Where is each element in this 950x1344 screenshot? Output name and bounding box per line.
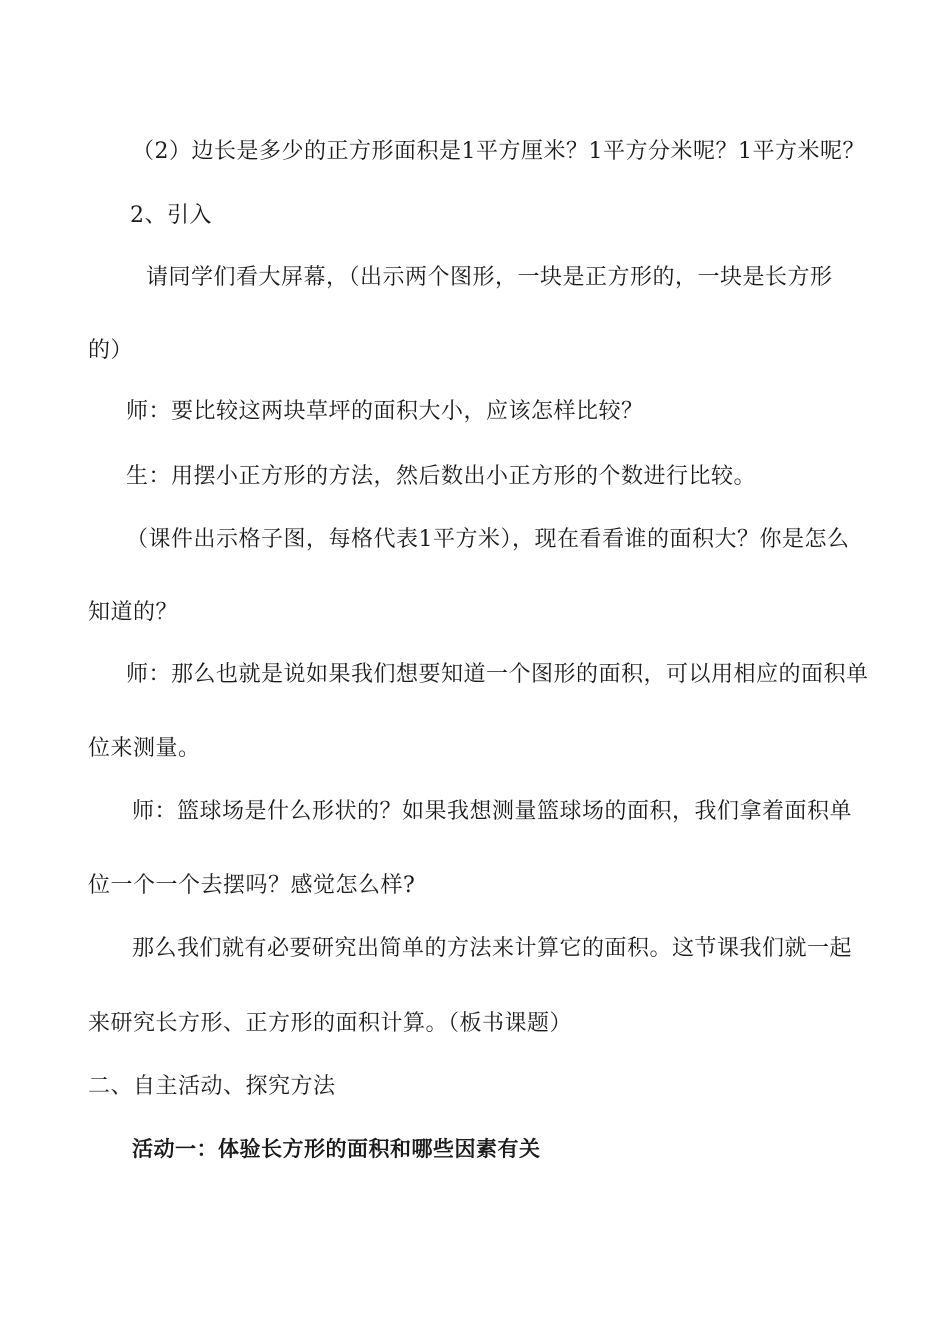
paragraph-line: 位一个一个去摆吗？感觉怎么样?: [88, 873, 416, 898]
dialogue-teacher: 师：要比较这两块草坪的面积大小，应该怎样比较？: [126, 399, 644, 424]
section-heading-introduction: 2、引入: [130, 203, 212, 228]
dialogue-teacher: 师：篮球场是什么形状的？如果我想测量篮球场的面积，我们拿着面积单: [132, 799, 853, 824]
paragraph-line: 请同学们看大屏幕，（出示两个图形，一块是正方形的，一块是长方形: [146, 265, 833, 290]
paragraph-line: 来研究长方形、正方形的面积计算。（板书课题）: [88, 1011, 573, 1036]
section-heading-activities: 二、自主活动、探究方法: [88, 1074, 336, 1099]
dialogue-student: 生：用摆小正方形的方法，然后数出小正方形的个数进行比较。: [126, 464, 757, 489]
activity-heading: 活动一：体验长方形的面积和哪些因素有关: [132, 1137, 541, 1161]
paragraph-line: 那么我们就有必要研究出简单的方法来计算它的面积。这节课我们就一起: [132, 936, 853, 961]
dialogue-teacher: 师：那么也就是说如果我们想要知道一个图形的面积，可以用相应的面积单: [126, 662, 869, 687]
paragraph-line: 知道的？: [88, 600, 179, 625]
paragraph-line: 的）: [88, 338, 134, 363]
paragraph-question-2: （2）边长是多少的正方形面积是1平方厘米？1平方分米呢？1平方米呢？: [132, 139, 865, 164]
paragraph-line: （课件出示格子图，每格代表1平方米），现在看看谁的面积大？你是怎么: [126, 527, 850, 552]
paragraph-line: 位来测量。: [88, 736, 201, 761]
